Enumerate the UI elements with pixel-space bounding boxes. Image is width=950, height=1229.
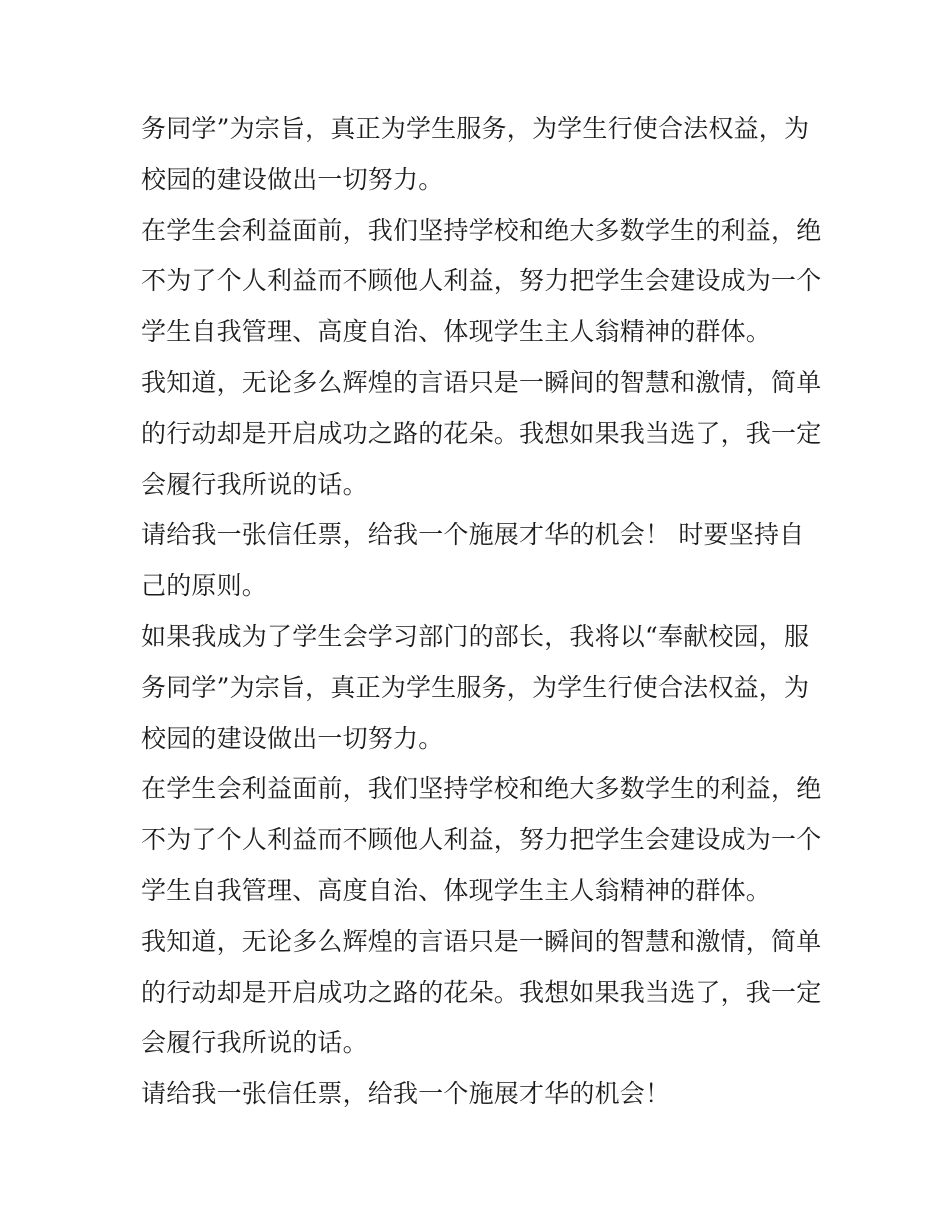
- text-line: 务同学”为宗旨，真正为学生服务，为学生行使合法权益，为: [141, 672, 810, 702]
- text-line: 不为了个人利益而不顾他人利益，努力把学生会建设成为一个: [141, 825, 822, 855]
- text-line: 请给我一张信任票，给我一个施展才华的机会！: [141, 1079, 671, 1109]
- text-line: 务同学”为宗旨，真正为学生服务，为学生行使合法权益，为: [141, 114, 810, 143]
- text-line: 不为了个人利益而不顾他人利益，努力把学生会建设成为一个: [141, 266, 822, 296]
- text-line: 请给我一张信任票，给我一个施展才华的机会！ 时要坚持自: [141, 520, 805, 550]
- text-line: 学生自我管理、高度自治、体现学生主人翁精神的群体。: [141, 317, 772, 347]
- text-line: 的行动却是开启成功之路的花朵。我想如果我当选了，我一定: [141, 977, 822, 1007]
- text-line: 会履行我所说的话。: [141, 1028, 368, 1058]
- text-line: 在学生会利益面前，我们坚持学校和绝大多数学生的利益，绝: [141, 774, 822, 804]
- text-line: 己的原则。: [141, 571, 268, 601]
- text-line: 会履行我所说的话。: [141, 469, 368, 499]
- text-line: 如果我成为了学生会学习部门的部长，我将以“奉献校园，服: [141, 621, 810, 651]
- text-line: 校园的建设做出一切努力。: [141, 164, 444, 194]
- speech-text-body: [141, 104, 821, 1120]
- text-line: 校园的建设做出一切努力。: [141, 723, 444, 753]
- text-line: 学生自我管理、高度自治、体现学生主人翁精神的群体。: [141, 875, 772, 905]
- text-line: 在学生会利益面前，我们坚持学校和绝大多数学生的利益，绝: [141, 215, 822, 245]
- text-line: 的行动却是开启成功之路的花朵。我想如果我当选了，我一定: [141, 418, 822, 448]
- text-line: 我知道，无论多么辉煌的言语只是一瞬间的智慧和激情，简单: [141, 367, 822, 397]
- text-line: 我知道，无论多么辉煌的言语只是一瞬间的智慧和激情，简单: [141, 926, 822, 956]
